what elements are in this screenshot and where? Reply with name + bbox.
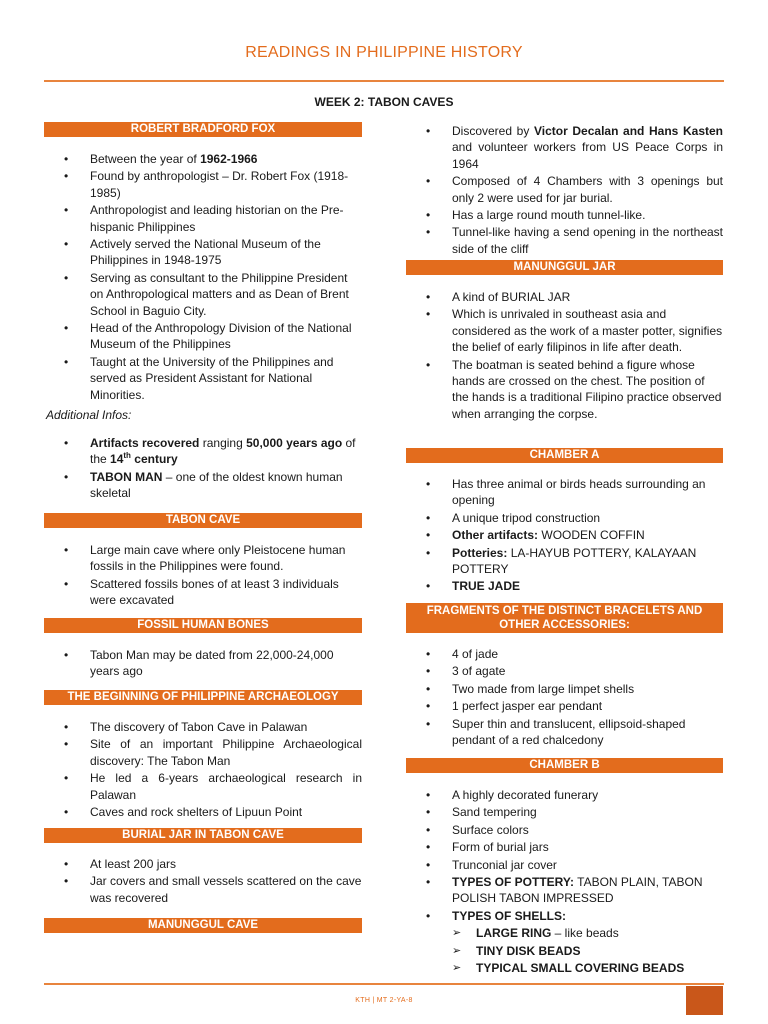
document-title: READINGS IN PHILIPPINE HISTORY (245, 44, 523, 61)
manunggul-cave-list (406, 123, 723, 258)
additional-infos-list (44, 435, 362, 503)
list-item: • Actively served the National Museum of the Philippines in 1948-1975 (44, 236, 362, 269)
list-item: • Serving as consultant to the Philippine President on Anthropological matters and as Dean of Brent School in Baguio City. (44, 270, 362, 319)
list-item: • 1 perfect jasper ear pendant (406, 698, 723, 714)
list-item: • Jar covers and small vessels scattered on the cave was recovered (44, 873, 362, 906)
list-item: • A kind of BURIAL JAR (406, 289, 723, 305)
list-item: • Head of the Anthropology Division of the National Museum of the Philippines (44, 320, 362, 353)
week-title: WEEK 2: TABON CAVES (314, 95, 454, 109)
list-item: • Other artifacts: WOODEN COFFIN (406, 527, 723, 543)
list-item: • A unique tripod construction (406, 510, 723, 526)
list-item: • Scattered fossils bones of at least 3 individuals were excavated (44, 576, 362, 609)
section-heading-manunggul-cave: MANUNGGUL CAVE (44, 918, 362, 933)
list-item: • TRUE JADE (406, 578, 723, 594)
list-item: • Trunconial jar cover (406, 857, 723, 873)
chamber-a-list (406, 476, 723, 596)
list-item: • Has a large round mouth tunnel-like. (406, 207, 723, 223)
list-item: • TYPES OF SHELLS: (406, 908, 723, 924)
list-item: • Which is unrivaled in southeast asia and considered as the work of a master potter, signifies the belief of early filipinos in life after death. (406, 306, 723, 355)
list-item: • Form of burial jars (406, 839, 723, 855)
list-item: • Sand tempering (406, 804, 723, 820)
section-heading-robert-fox: ROBERT BRADFORD FOX (44, 122, 362, 137)
robert-fox-list (44, 151, 362, 404)
section-heading-manunggul-jar: MANUNGGUL JAR (406, 260, 723, 275)
fragments-list (406, 646, 723, 749)
list-item: • Composed of 4 Chambers with 3 openings but only 2 were used for jar burial. (406, 173, 723, 206)
list-item: • 3 of agate (406, 663, 723, 679)
footer-page-marker (686, 986, 723, 1015)
beginning-list (44, 719, 362, 821)
manunggul-jar-list (406, 289, 723, 423)
list-item: • Artifacts recovered ranging 50,000 years ago of the 14th century (44, 435, 362, 468)
list-item: • Caves and rock shelters of Lipuun Point (44, 804, 362, 820)
section-heading-fragments: FRAGMENTS OF THE DISTINCT BRACELETS AND OTHER ACCESSORIES: (406, 603, 723, 633)
list-item: • TABON MAN – one of the oldest known human skeletal (44, 469, 362, 502)
list-item: • Between the year of 1962-1966 (44, 151, 362, 167)
sub-list-item: ➢ TINY DISK BEADS (406, 943, 723, 959)
list-item: • A highly decorated funerary (406, 787, 723, 803)
footer-text: KTH | MT 2-YA-8 (355, 997, 413, 1004)
list-item: • Two made from large limpet shells (406, 681, 723, 697)
list-item: • Super thin and translucent, ellipsoid-shaped pendant of a red chalcedony (406, 716, 723, 749)
list-item: • Surface colors (406, 822, 723, 838)
section-heading-tabon-cave: TABON CAVE (44, 513, 362, 528)
fossil-list (44, 647, 362, 681)
chamber-b-list (406, 787, 723, 977)
additional-infos-label: Additional Infos: (46, 408, 132, 422)
section-heading-chamber-b: CHAMBER B (406, 758, 723, 773)
list-item: • Site of an important Philippine Archaeological discovery: The Tabon Man (44, 736, 362, 769)
list-item: • The discovery of Tabon Cave in Palawan (44, 719, 362, 735)
section-heading-chamber-a: CHAMBER A (406, 448, 723, 463)
tabon-cave-list (44, 542, 362, 610)
list-item: • Tunnel-like having a send opening in the northeast side of the cliff (406, 224, 723, 257)
sub-list-item: ➢ TYPICAL SMALL COVERING BEADS (406, 960, 723, 976)
list-item: • He led a 6-years archaeological research in Palawan (44, 770, 362, 803)
list-item: • 4 of jade (406, 646, 723, 662)
sub-list-item: ➢ LARGE RING – like beads (406, 925, 723, 941)
footer-divider (44, 983, 724, 985)
title-divider (44, 80, 724, 82)
list-item: • The boatman is seated behind a figure whose hands are crossed on the chest. The position of the hands is a traditional Filipino practice observed when arranging the corpse. (406, 357, 723, 423)
list-item: • Taught at the University of the Philippines and served as President Assistant for National Minorities. (44, 354, 362, 403)
section-heading-fossil-human-bones: FOSSIL HUMAN BONES (44, 618, 362, 633)
list-item: • Tabon Man may be dated from 22,000-24,000 years ago (44, 647, 362, 680)
list-item: • Found by anthropologist – Dr. Robert Fox (1918-1985) (44, 168, 362, 201)
list-item: • Has three animal or birds heads surrounding an opening (406, 476, 723, 509)
list-item: • At least 200 jars (44, 856, 362, 872)
section-heading-beginning-archaeology: THE BEGINNING OF PHILIPPINE ARCHAEOLOGY (44, 690, 362, 705)
list-item: • Potteries: LA-HAYUB POTTERY, KALAYAAN POTTERY (406, 545, 723, 578)
list-item: • TYPES OF POTTERY: TABON PLAIN, TABON POLISH TABON IMPRESSED (406, 874, 723, 907)
section-heading-burial-jar: BURIAL JAR IN TABON CAVE (44, 828, 362, 843)
list-item: • Large main cave where only Pleistocene human fossils in the Philippines were found. (44, 542, 362, 575)
list-item: • Discovered by Victor Decalan and Hans Kasten and volunteer workers from US Peace Corps in 1964 (406, 123, 723, 172)
list-item: • Anthropologist and leading historian on the Pre-hispanic Philippines (44, 202, 362, 235)
burial-jar-list (44, 856, 362, 907)
